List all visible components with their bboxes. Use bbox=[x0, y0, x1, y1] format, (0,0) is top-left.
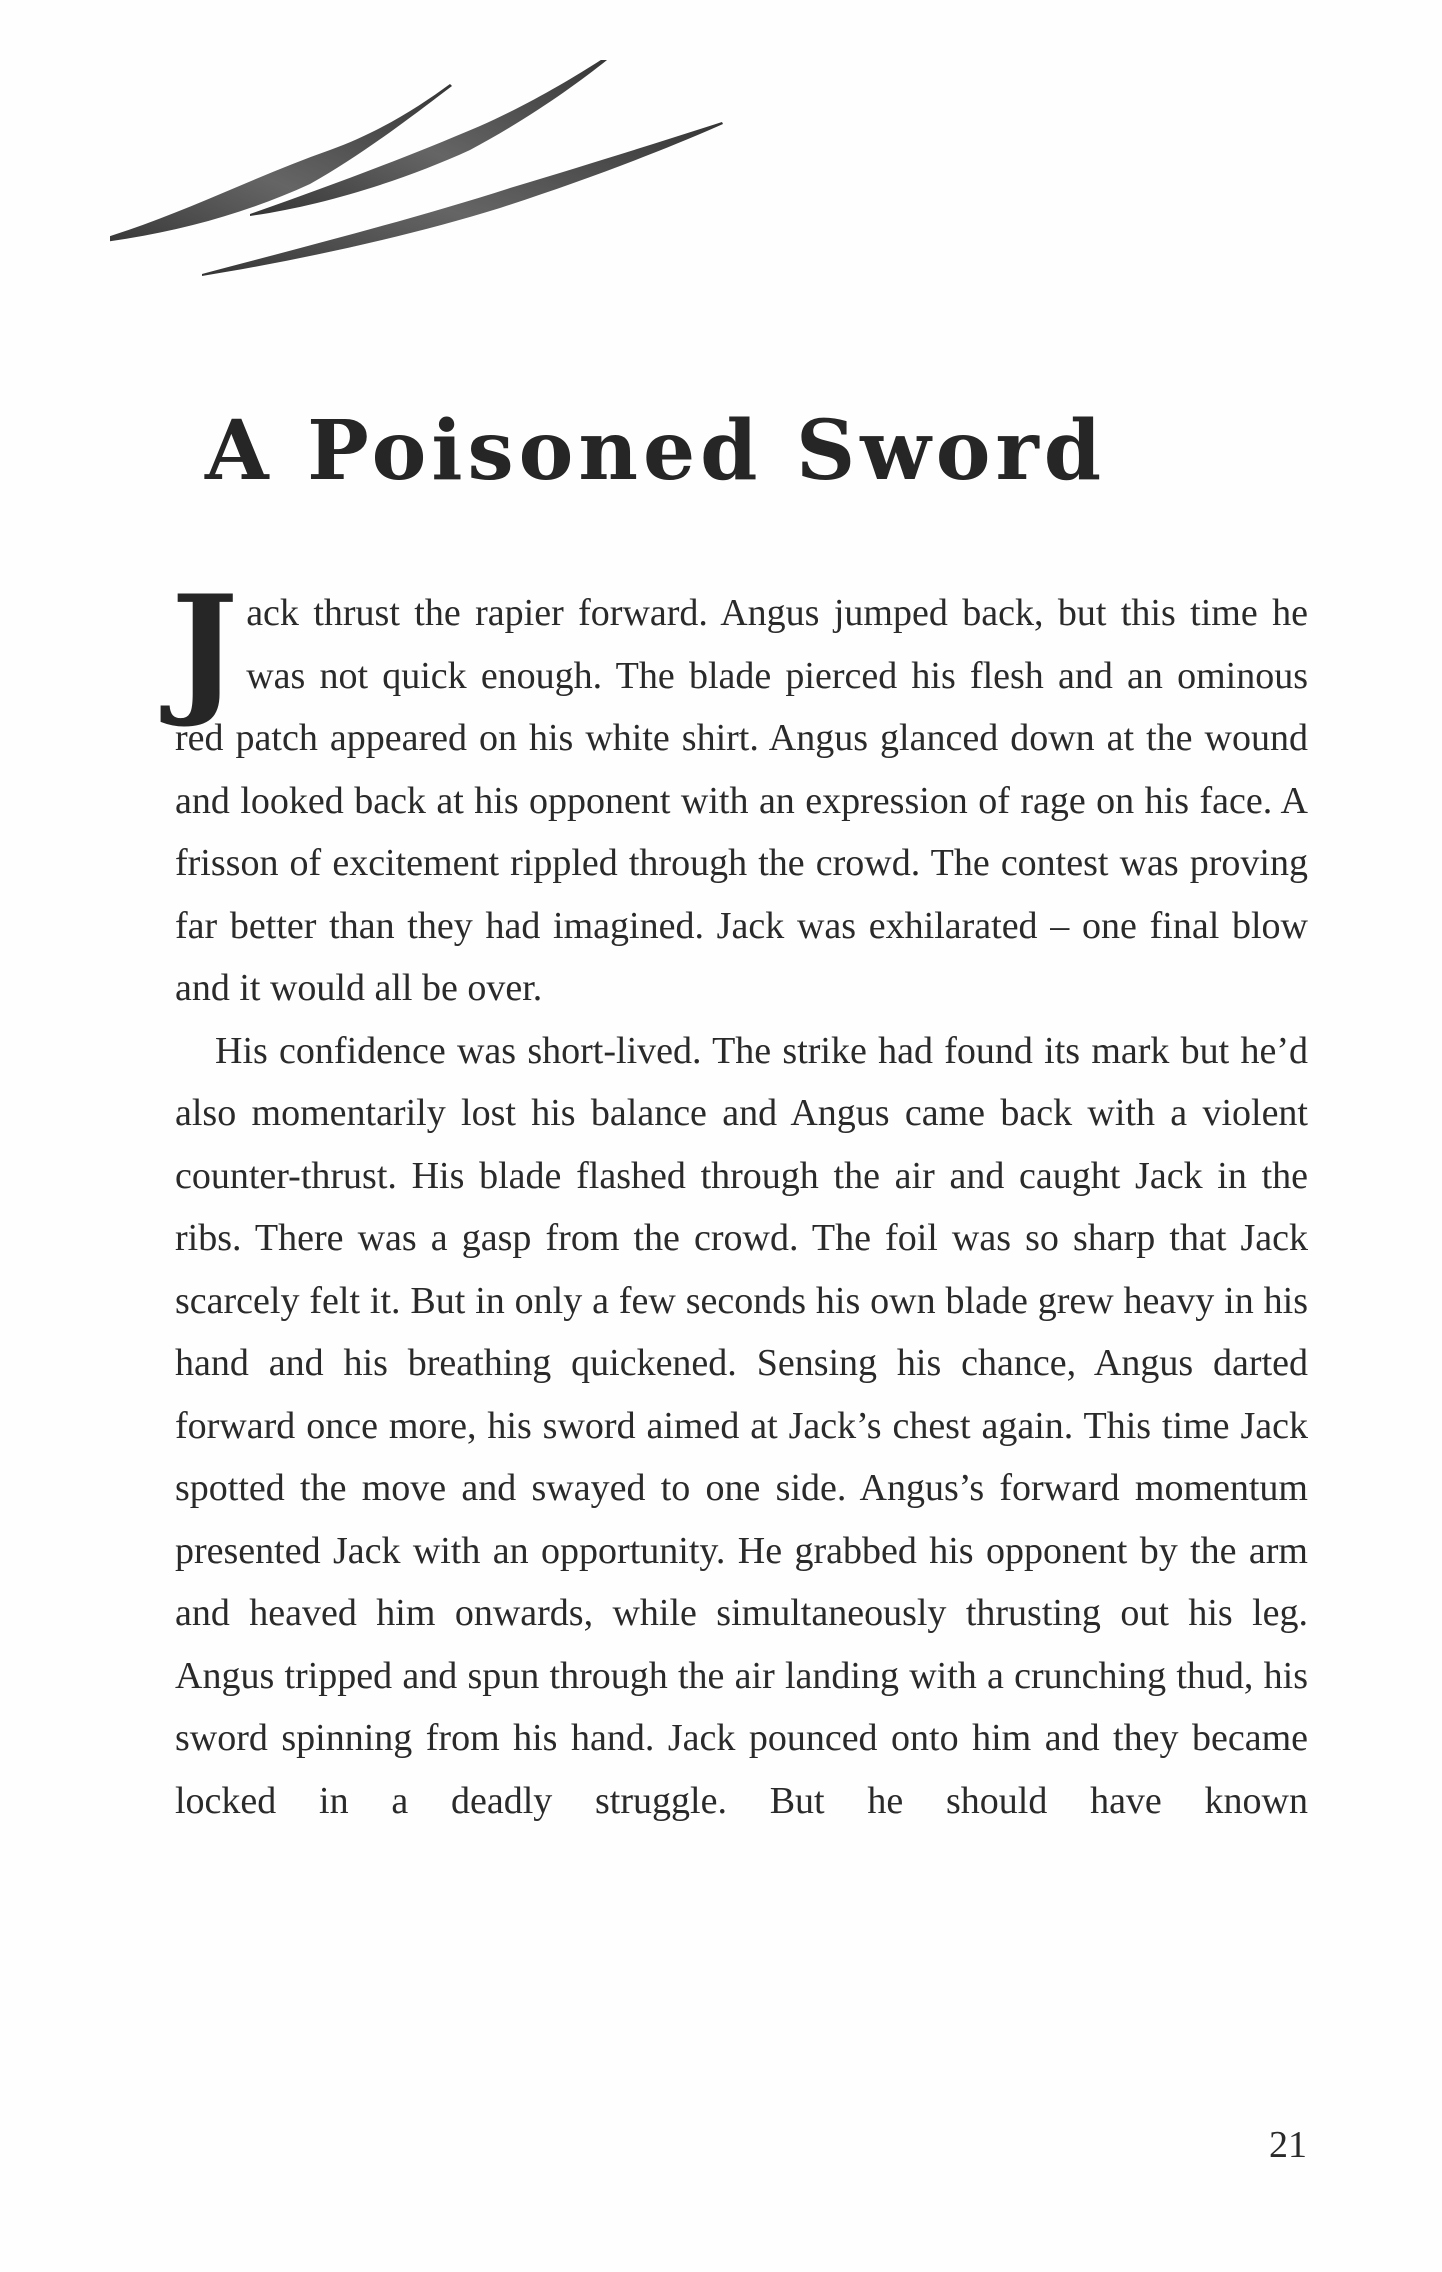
chapter-body bbox=[171, 565, 1308, 1832]
slash-mark-2 bbox=[250, 60, 612, 216]
chapter-title: A Poisoned Sword bbox=[205, 403, 1107, 499]
paragraph-1 bbox=[171, 565, 1308, 1020]
drop-cap: J bbox=[171, 565, 239, 731]
page-number: 21 bbox=[1269, 2124, 1307, 2166]
sword-slash-marks-icon bbox=[110, 60, 1070, 440]
paragraph-2: His confidence was short-lived. The strike had found its mark but he’d also momentarily lost his balance and Angus came back with a violent counter-thrust. His blade flashed through the air and caught Jack in the ribs. There was a gasp from the crowd. The foil was so sharp that Jack scarcely felt it. But in only a few seconds his own blade grew heavy in his hand and his breathing quickened. Sensing his chance, Angus darted forward once more, his sword aimed at Jack’s chest again. This time Jack spotted the move and swayed to one side. Angus’s forward momentum presented Jack with an opportunity. He grabbed his opponent by the arm and heaved him onwards, while simultaneously thrusting out his leg. Angus tripped and spun through the air landing with a crunching thud, his sword spinning from his hand. Jack pounced onto him and they became locked in a deadly struggle. But he should have known bbox=[175, 1029, 1308, 1822]
paragraph-1-text: ack thrust the rapier forward. Angus jumped back, but this time he was not quick enough. The blade pierced his flesh and an ominous red patch appeared on his white shirt. Angus glanced down at the wound and looked back at his opponent with an expression of rage on his face. A frisson of excitement rippled through the crowd. The contest was proving far better than they had imagined. Jack was exhilarated – one final blow and it would all be over. bbox=[175, 592, 1308, 1009]
